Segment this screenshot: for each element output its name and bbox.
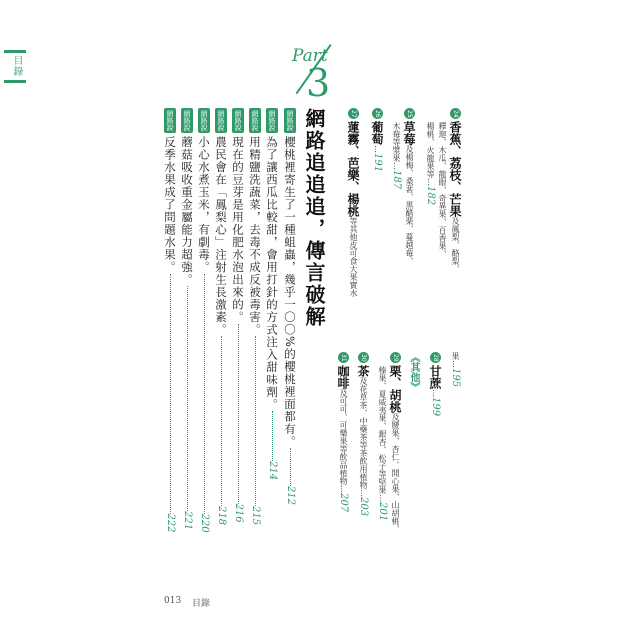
other-heading-text: 《其他》: [408, 352, 419, 392]
entry-number-badge: 29: [392, 353, 399, 362]
entry-subtitle-line: 釋迦、木瓜、龍眼、奇異果、百香果、: [438, 122, 447, 258]
entry-subtitle: …: [373, 145, 382, 153]
entry-page-number: 187: [391, 170, 402, 190]
leader-dots: [187, 286, 188, 511]
rumor-tag: 網路說: [268, 110, 276, 131]
rumor-text: 農民會在「鳳梨心」注射生長激素。: [214, 136, 228, 336]
leader-dots: [255, 336, 256, 506]
entry-page-number: 182: [425, 186, 436, 206]
rumor-tag: 網路說: [200, 110, 208, 131]
rumor-page-number: 212: [285, 485, 296, 506]
leader-dots: [290, 448, 291, 486]
rumor-tag: 網路說: [183, 110, 191, 131]
entry-title: 栗、胡桃: [388, 365, 402, 413]
entry-number-badge: 31: [340, 353, 347, 362]
rumor-text: 小心水煮玉米，有劇毒。: [197, 136, 211, 274]
footer-label: 目錄: [192, 599, 211, 609]
section-title: 網路追追追，傳言破解: [302, 108, 326, 328]
rumor-tag: 網路說: [217, 110, 225, 131]
entry-title: 咖啡: [336, 365, 350, 389]
entry-page-number: 201: [377, 502, 388, 522]
rumor-item-2[interactable]: [266, 108, 282, 480]
rumor-item-8[interactable]: [164, 108, 180, 533]
part-number: 3: [306, 61, 331, 105]
entry-number-badge: 25: [406, 109, 413, 118]
rumor-item-7[interactable]: [181, 108, 197, 530]
entry-page-number: 207: [338, 493, 349, 513]
entry-title: 甘蔗: [428, 365, 442, 389]
side-tab-bar-top: [4, 50, 26, 53]
side-tab-bar-bottom: [4, 80, 26, 83]
rumor-page-number: 214: [267, 461, 278, 481]
rumor-page-number: 221: [182, 511, 193, 531]
entry-number-badge: 26: [374, 109, 381, 118]
entry-title: 葡萄: [370, 121, 384, 145]
rumor-text: 為了讓西瓜比較甜，會用打針的方式注入甜味劑。: [265, 136, 279, 411]
entry-number-badge: 28: [432, 353, 439, 362]
rumor-text: 反季水果成了問題水果。: [163, 136, 177, 274]
side-tab: [0, 40, 34, 92]
rumor-page-number: 220: [199, 513, 210, 533]
entry-number-badge: 24: [452, 109, 459, 118]
entry-page-number: 203: [358, 497, 369, 517]
entry-page-number: 191: [372, 153, 383, 173]
entry-subtitle: 及可可、可樂果等飲品植物…: [339, 389, 348, 493]
rumor-page-number: 216: [233, 503, 244, 523]
toc-entry-24-line3: [421, 122, 440, 205]
rumor-tag: 網路說: [234, 110, 242, 131]
rumor-item-3[interactable]: [249, 108, 265, 525]
entry-subtitle-line: 榛果、夏威夷果、銀杏、松子等堅果…: [378, 366, 387, 502]
entry-title: 草莓: [402, 121, 416, 145]
leader-dots: [238, 324, 239, 504]
toc-entry-28[interactable]: [426, 352, 445, 416]
toc-entry-27[interactable]: [344, 108, 363, 297]
rumor-tag: 網路說: [166, 110, 174, 131]
leader-dots: [221, 336, 222, 506]
entry-subtitle: …: [431, 389, 440, 397]
part-word: Part: [292, 46, 328, 66]
toc-entry-26[interactable]: [368, 108, 387, 172]
entry-title: 蓮霧、芭樂、楊桃: [346, 121, 360, 217]
entry-subtitle-line: 果…: [451, 352, 460, 368]
toc-entry-25-line2: [387, 122, 406, 189]
entry-subtitle: 等其他皮可食大果實水: [349, 217, 358, 297]
rumor-text: 櫻桃裡寄生了一種蛆蟲，幾乎一〇〇%的櫻桃裡面都有。: [283, 136, 297, 448]
rumor-text: 現在的豆芽是用化肥水泡出來的。: [231, 136, 245, 324]
entry-page-number: 195: [450, 368, 461, 388]
entry-subtitle-line: 楊桃、火龍果等…: [426, 122, 435, 186]
leader-dots: [272, 411, 273, 461]
rumor-text: 用精鹽洗蔬菜，去毒不成反被毒害。: [248, 136, 262, 336]
rumor-tag: 網路說: [286, 110, 294, 131]
entry-subtitle: 及楊梅、桑葚、黑醋栗、蔓越莓、: [405, 145, 414, 265]
toc-entry-31[interactable]: [334, 352, 353, 512]
rumor-item-1[interactable]: [284, 108, 300, 505]
leader-dots: [204, 274, 205, 514]
rumor-item-6[interactable]: [198, 108, 214, 533]
toc-entry-29-line2: [373, 366, 392, 521]
rumor-page-number: 218: [216, 506, 227, 526]
rumor-item-4[interactable]: [232, 108, 248, 523]
rumor-page-number: 222: [165, 513, 176, 533]
entry-title: 香蕉、荔枝、芒果: [448, 121, 462, 217]
toc-entry-30[interactable]: [354, 352, 373, 516]
entry-subtitle: 及花草茶、中藥茶等茶飲用植物…: [359, 377, 368, 497]
rumor-item-5[interactable]: [215, 108, 231, 525]
footer-page-number: 013: [164, 596, 182, 606]
rumor-page-number: 215: [250, 506, 261, 526]
leader-dots: [170, 274, 171, 514]
side-tab-label: 目錄: [11, 55, 22, 77]
entry-subtitle-line: 木莓等漿果…: [392, 122, 401, 170]
rumor-tag: 網路說: [251, 110, 259, 131]
entry-number-badge: 27: [350, 109, 357, 118]
entry-subtitle: 及鳳梨、酪梨、: [451, 217, 460, 273]
rumor-text: 蘑菇吸收重金屬能力超強。: [180, 136, 194, 286]
entry-number-badge: 30: [360, 353, 367, 362]
entry-title: 茶: [356, 365, 370, 377]
toc-entry-27-line2: [446, 352, 465, 387]
entry-subtitle: 及腰果、杏仁、開心果、山胡桃、: [391, 413, 400, 533]
entry-page-number: 199: [430, 397, 441, 417]
other-heading: [404, 352, 423, 392]
